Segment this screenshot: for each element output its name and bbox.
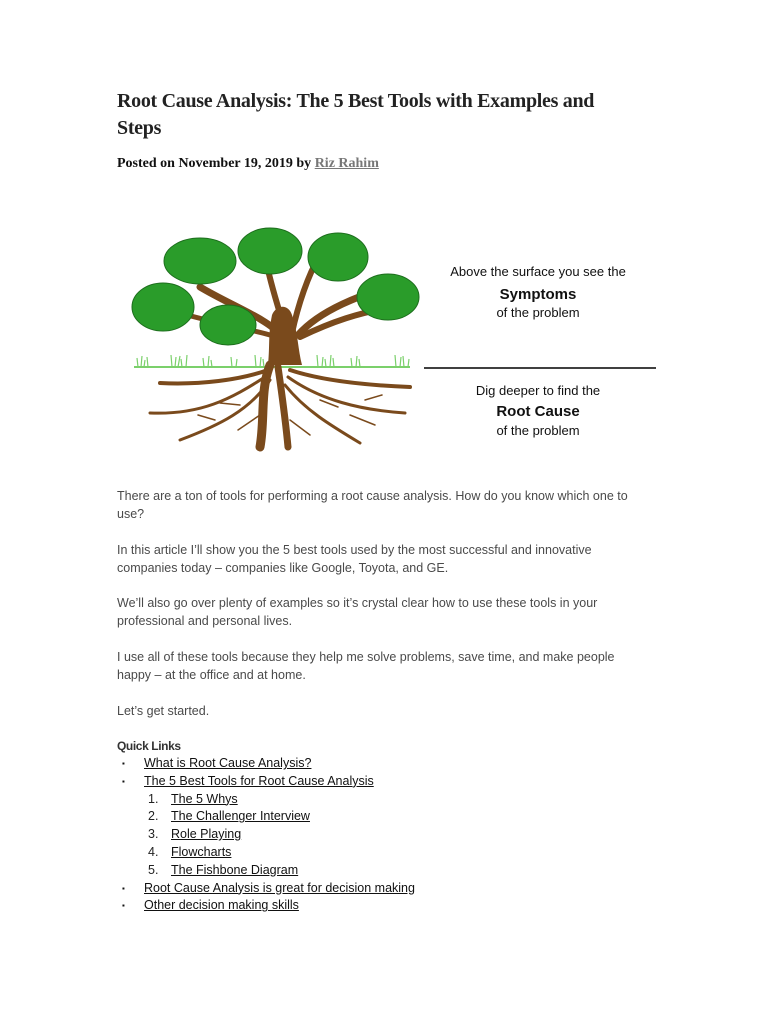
symptoms-sublabel: of the problem [496, 305, 580, 320]
posted-date: Posted on November 19, 2019 by [117, 156, 312, 171]
bullet-icon: ▪ [122, 759, 125, 768]
quick-links-title: Quick Links [117, 739, 181, 753]
link-5-whys[interactable]: The 5 Whys [171, 791, 238, 806]
quick-link-item [117, 773, 657, 880]
intro-paragraph: There are a ton of tools for performing a root cause analysis. How do you know which one to use? [117, 489, 628, 521]
list-number: 2. [148, 809, 159, 824]
tools-paragraph: I use all of these tools because they help me solve problems, save time, and make people happy – at the office and at home. [117, 650, 615, 682]
above-surface-label: Above the surface you see the [450, 264, 626, 279]
bullet-icon: ▪ [122, 901, 125, 911]
root-cause-tree-figure [120, 215, 665, 460]
link-challenger-interview[interactable]: The Challenger Interview [171, 809, 310, 824]
list-number: 5. [148, 862, 159, 877]
bullet-icon: ▪ [122, 776, 125, 786]
root-cause-sublabel: of the problem [496, 423, 580, 438]
author-link[interactable]: Riz Rahim [314, 156, 379, 171]
link-decision-making[interactable]: Root Cause Analysis is great for decision making [144, 880, 415, 895]
sub-link-item [144, 862, 657, 880]
tools-sublist [144, 791, 657, 880]
root-cause-label: Root Cause [496, 403, 580, 420]
link-fishbone-diagram[interactable]: The Fishbone Diagram [171, 862, 299, 877]
get-started-paragraph: Let’s get started. [117, 704, 210, 718]
sub-link-item [144, 826, 657, 844]
sub-link-item [144, 808, 657, 826]
quick-links-list [117, 755, 657, 915]
sub-link-item [144, 791, 657, 809]
symptoms-label: Symptoms [499, 286, 577, 303]
link-5-best-tools[interactable]: The 5 Best Tools for Root Cause Analysis [144, 773, 374, 788]
quick-link-item [117, 897, 657, 915]
quick-link-item [117, 755, 657, 773]
list-number: 3. [148, 827, 159, 842]
article-title: Root Cause Analysis: The 5 Best Tools with Examples and Steps [117, 90, 595, 139]
list-number: 1. [148, 791, 159, 806]
link-what-is-rca[interactable]: What is Root Cause Analysis? [144, 756, 312, 770]
post-meta [117, 156, 379, 172]
link-other-skills[interactable]: Other decision making skills [144, 898, 299, 913]
tree-roots [150, 365, 410, 447]
link-flowcharts[interactable]: Flowcharts [171, 844, 232, 859]
list-number: 4. [148, 844, 159, 859]
sub-link-item [144, 844, 657, 862]
bullet-icon: ▪ [122, 883, 125, 893]
dig-deeper-label: Dig deeper to find the [475, 383, 601, 398]
quick-link-item [117, 880, 657, 898]
examples-paragraph: We’ll also go over plenty of examples so it’s crystal clear how to use these tools in your professional and personal lives. [117, 596, 598, 628]
link-role-playing[interactable]: Role Playing [171, 827, 242, 842]
article-paragraph: In this article I’ll show you the 5 best tools used by the most successful and innovative companies today – companies like Google, Toyota, and GE. [117, 543, 592, 575]
